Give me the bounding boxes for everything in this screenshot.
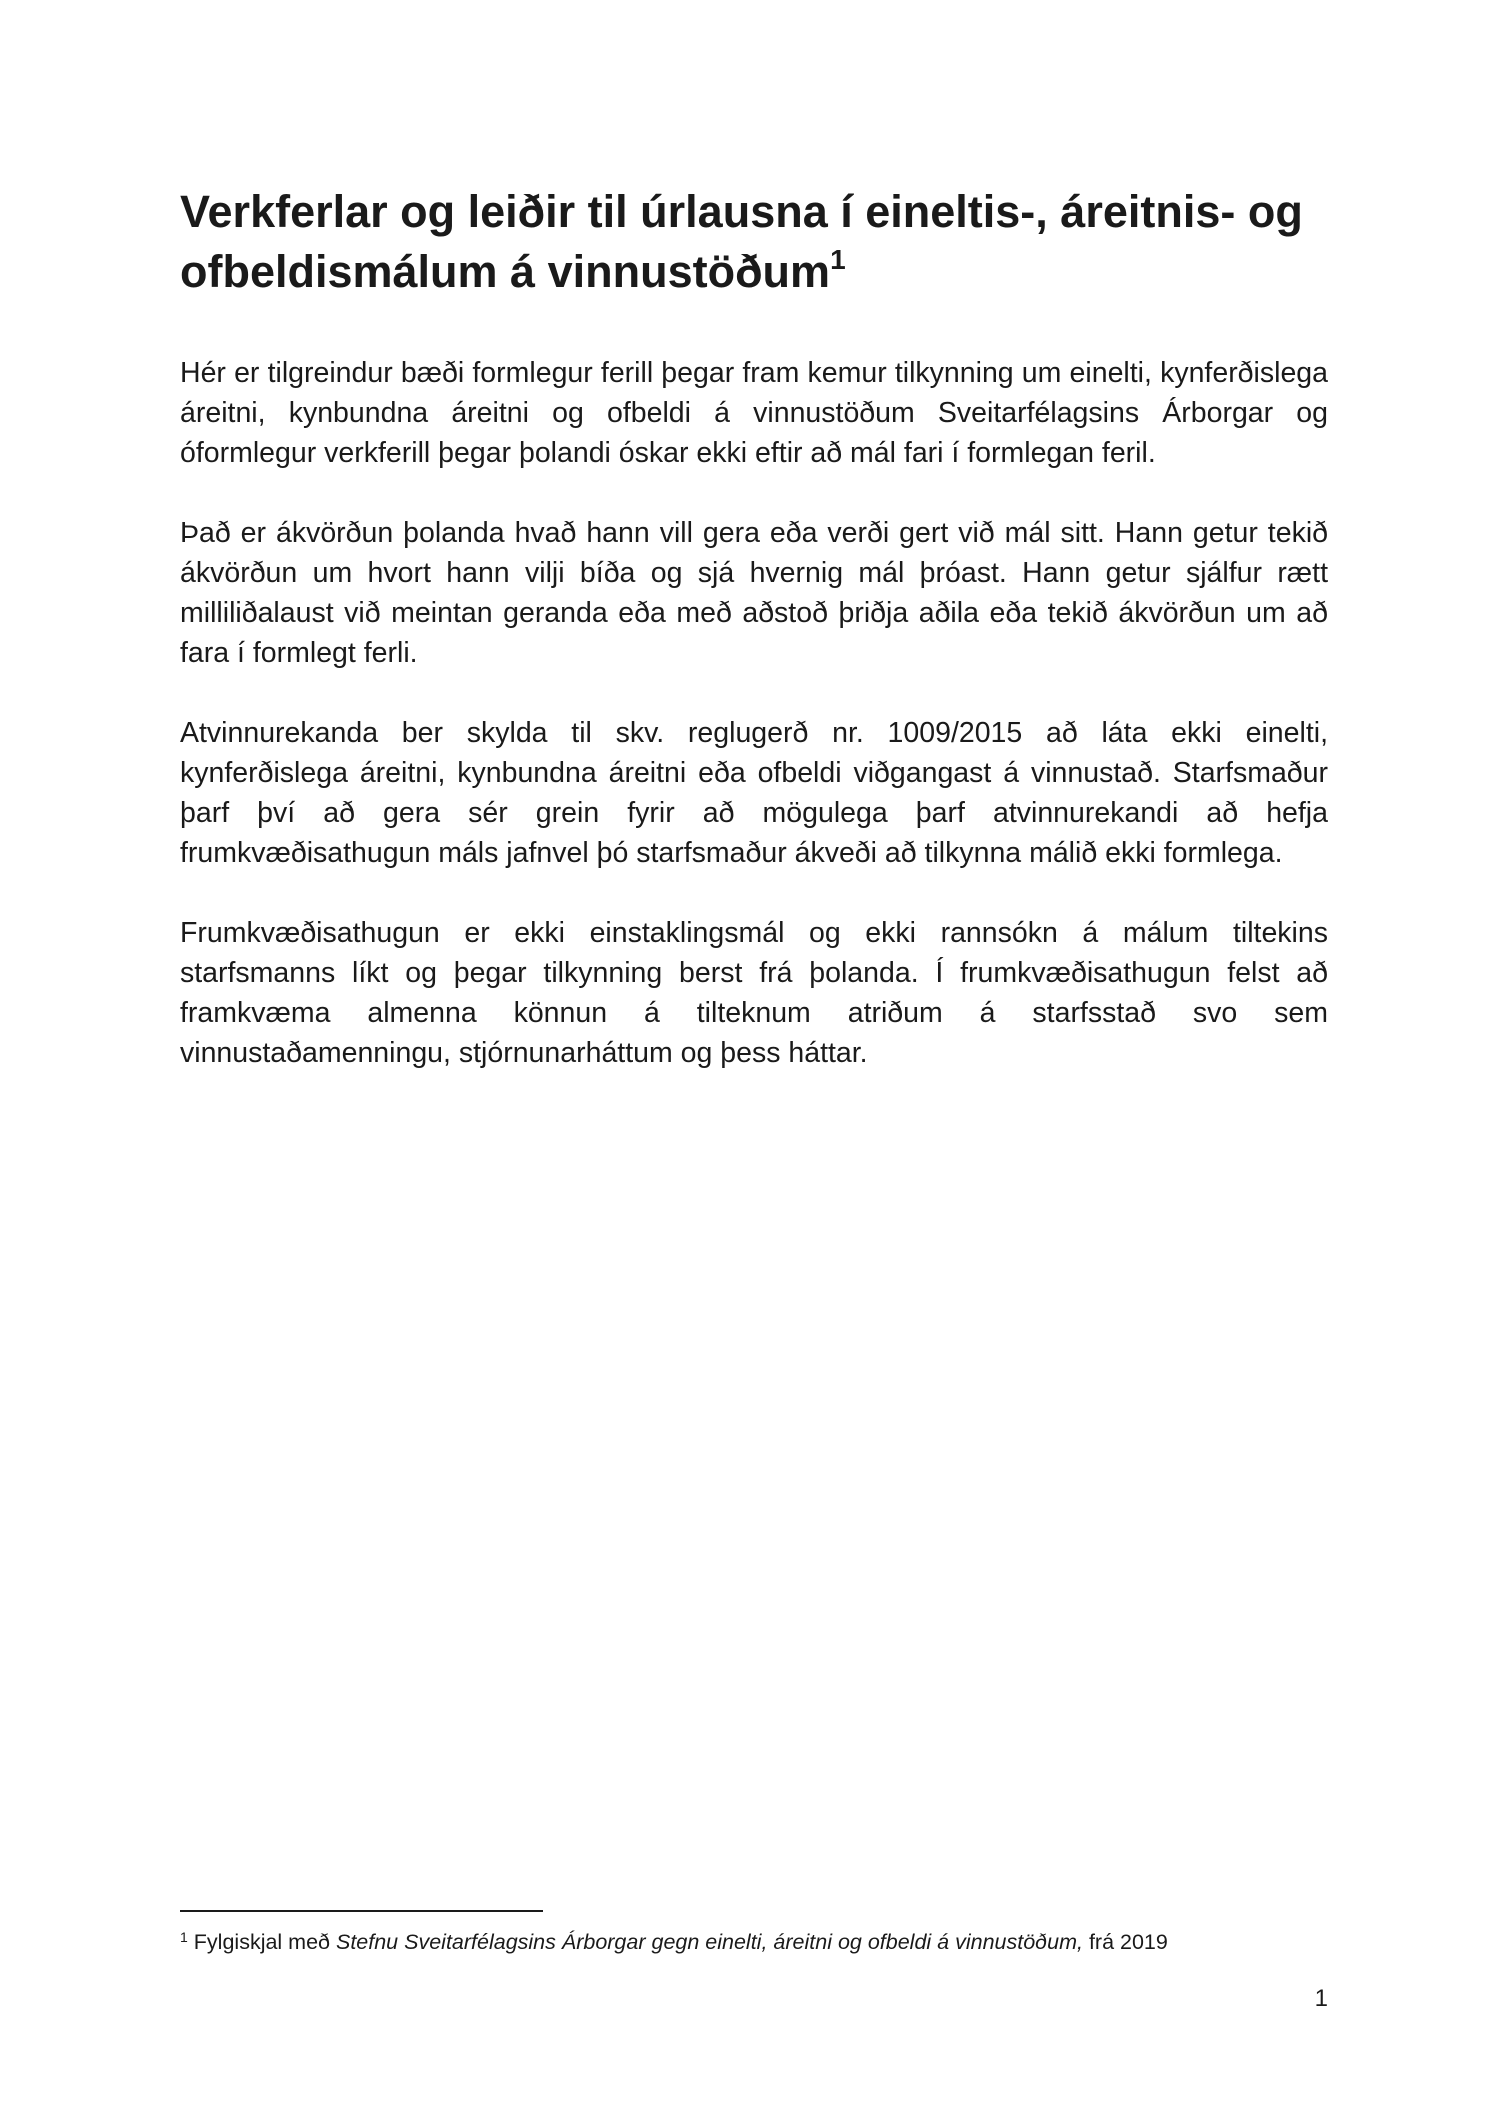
document-title	[180, 182, 1328, 302]
document-title-text: Verkferlar og leiðir til úrlausna í eineltis-, áreitnis- og ofbeldismálum á vinnustöðum	[180, 186, 1303, 297]
footnote-marker: 1	[180, 1929, 188, 1945]
paragraph-formal-process: Hér er tilgreindur bæði formlegur ferill þegar fram kemur tilkynning um einelti, kynferðislega áreitni, kynbundna áreitni og ofbeldi á vinnustöðum Sveitarfélagsins Árborgar og óformlegur verkferill þegar þolandi óskar ekki eftir að mál fari í formlegan feril.	[180, 357, 1328, 469]
paragraph-initiative-investigation: Frumkvæðisathugun er ekki einstaklingsmál og ekki rannsókn á málum tiltekins starfsmanns líkt og þegar tilkynning berst frá þolanda. Í frumkvæðisathugun felst að framkvæma almenna könnun á tilteknum atriðum á starfsstað svo sem vinnustaðamenningu, stjórnunarháttum og þess háttar.	[180, 917, 1328, 1069]
paragraph-victim-decision: Það er ákvörðun þolanda hvað hann vill gera eða verði gert við mál sitt. Hann getur tekið ákvörðun um hvort hann vilji bíða og sjá hvernig mál þróast. Hann getur sjálfur rætt milliliðalaust við meintan geranda eða með aðstoð þriðja aðila eða tekið ákvörðun um að fara í formlegt ferli.	[180, 517, 1328, 669]
paragraph-employer-duty: Atvinnurekanda ber skylda til skv. reglugerð nr. 1009/2015 að láta ekki einelti, kynferðislega áreitni, kynbundna áreitni eða ofbeldi viðgangast á vinnustað. Starfsmaður þarf því að gera sér grein fyrir að mögulega þarf atvinnurekandi að hefja frumkvæðisathugun máls jafnvel þó starfsmaður ákveði að tilkynna málið ekki formlega.	[180, 717, 1328, 869]
footnote-separator	[180, 1910, 543, 1912]
footnote-text-after: frá 2019	[1082, 1930, 1168, 1954]
title-footnote-marker: 1	[830, 244, 846, 275]
footnote-text-before: Fylgiskjal með	[193, 1930, 336, 1954]
page-number: 1	[1314, 1985, 1328, 2012]
footnote-text-italic: Stefnu Sveitarfélagsins Árborgar gegn einelti, áreitni og ofbeldi á vinnustöðum,	[335, 1930, 1083, 1954]
document-body	[180, 182, 1328, 1073]
footnote	[180, 1928, 1328, 1956]
